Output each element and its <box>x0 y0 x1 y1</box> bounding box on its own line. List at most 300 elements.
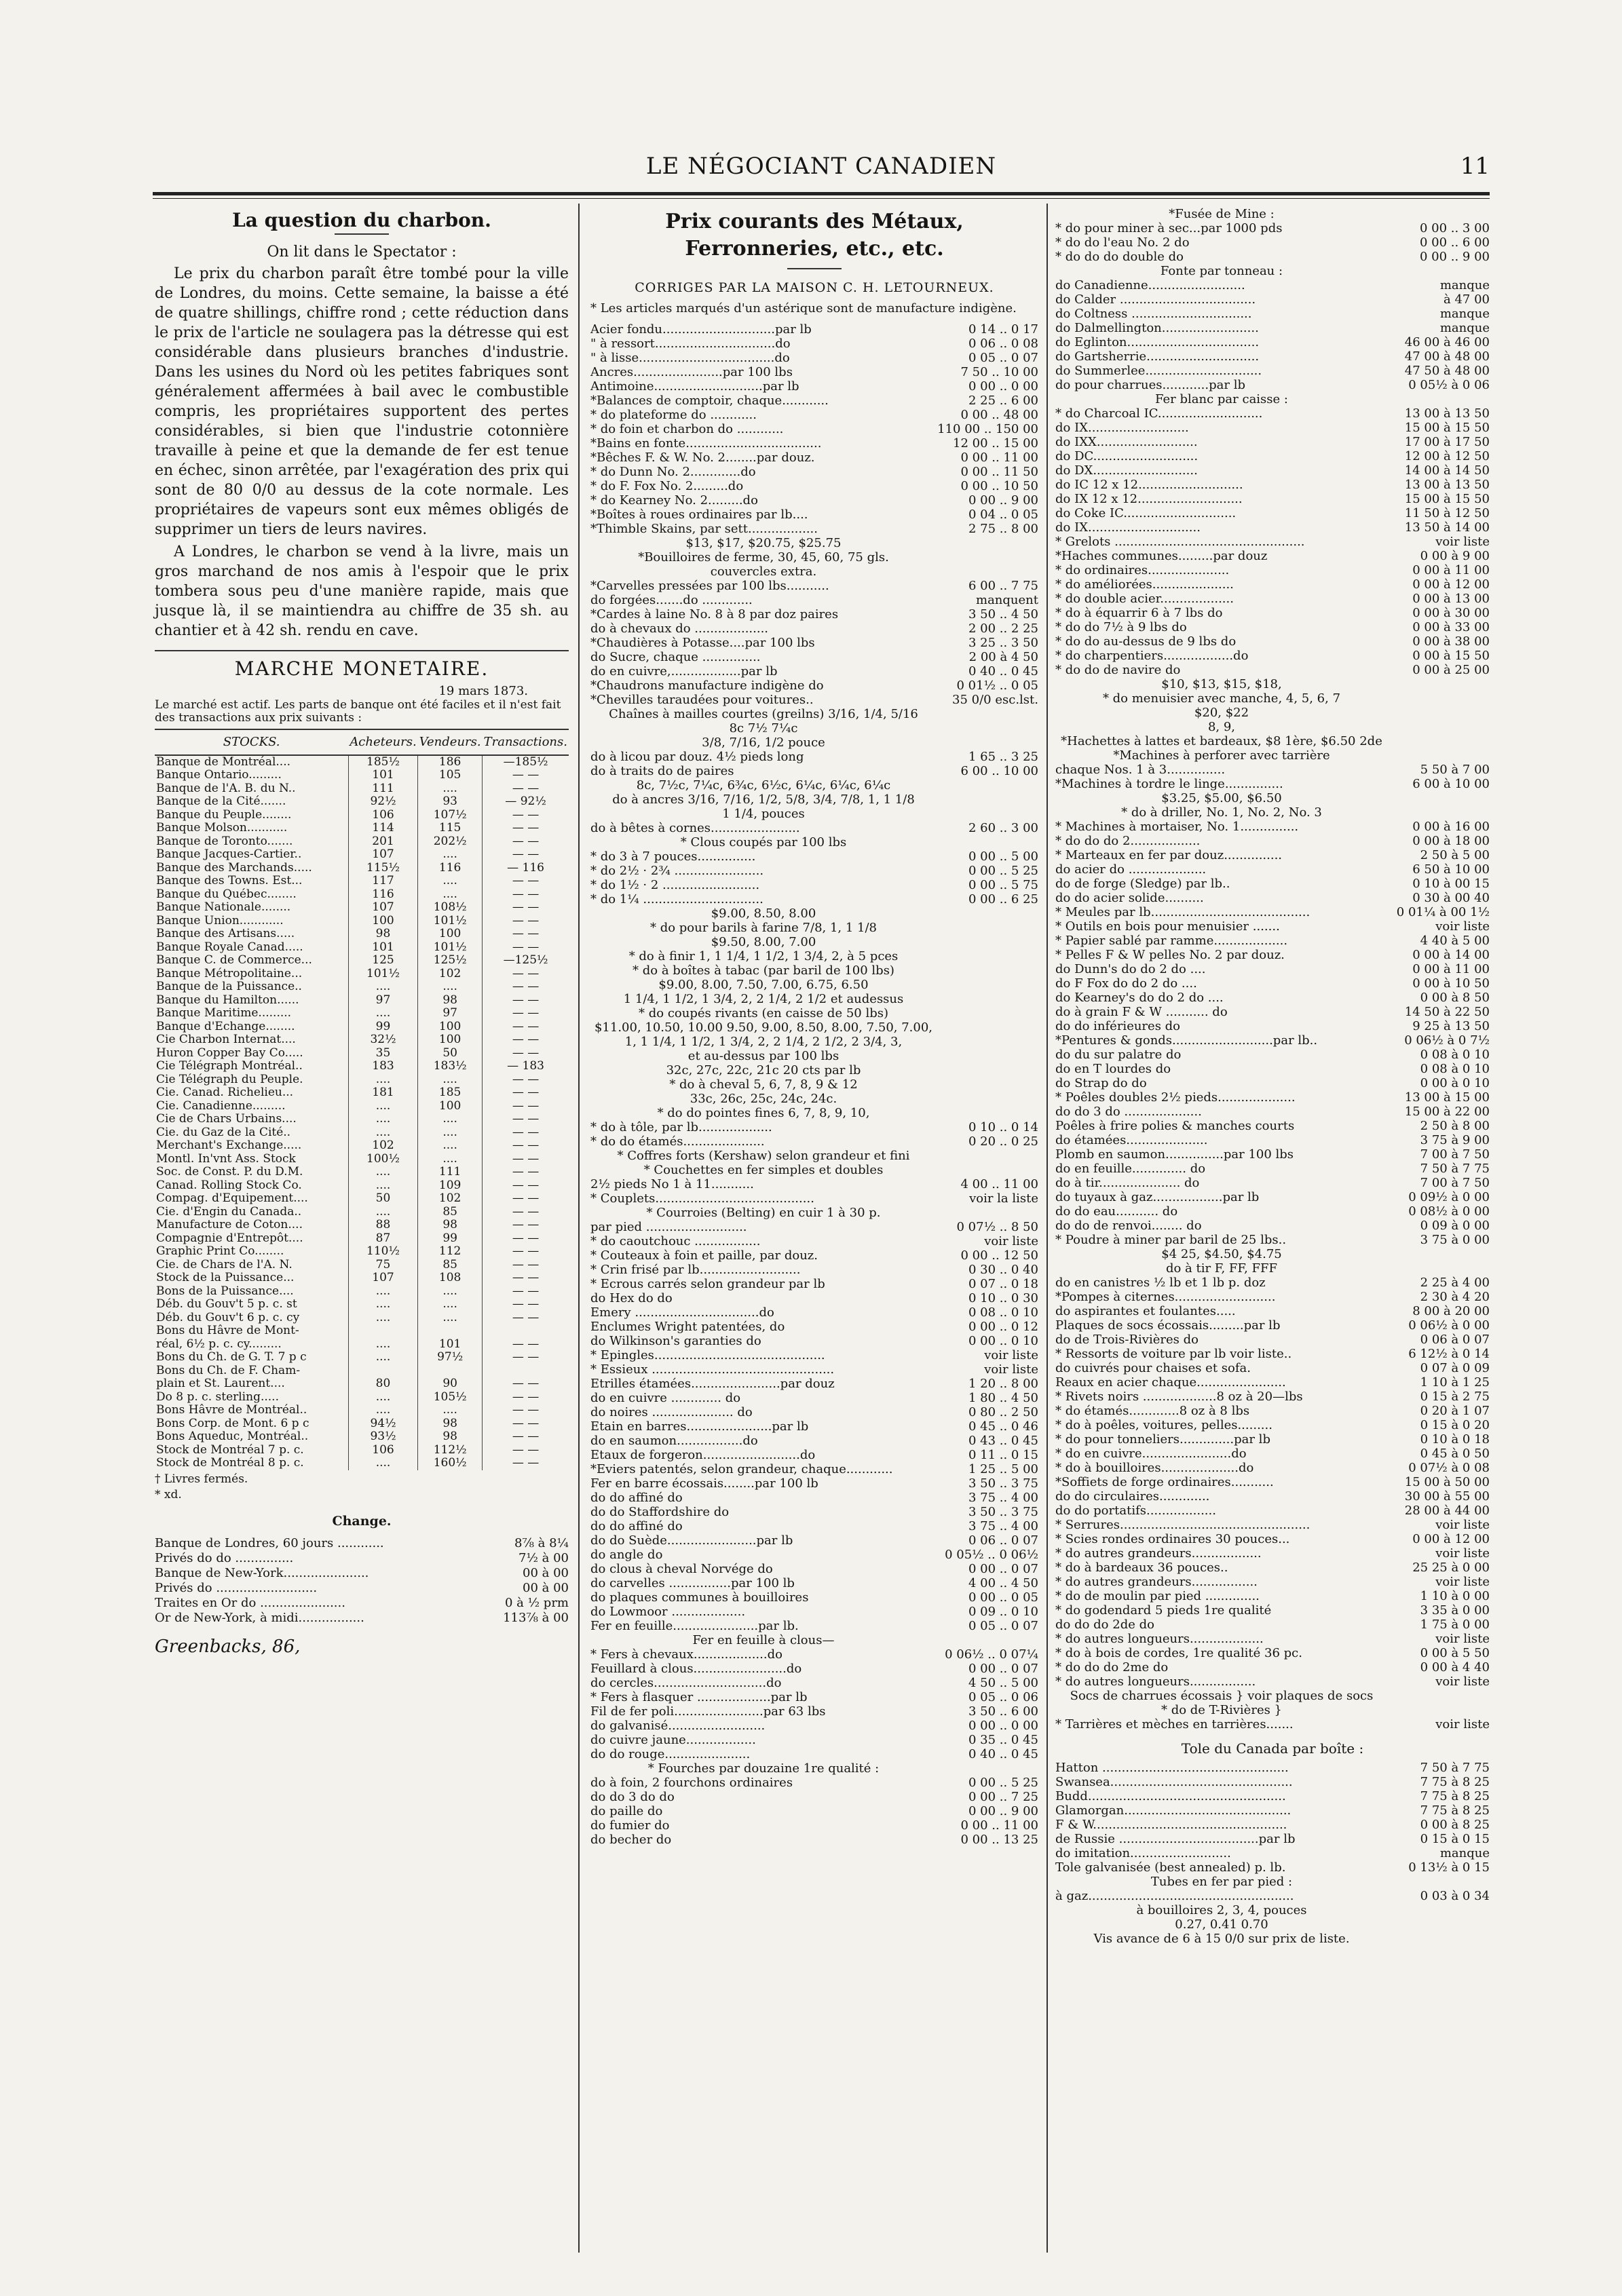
stock-name: Soc. de Const. P. du D.M. <box>156 1166 303 1179</box>
buyers-price: .... <box>348 1338 417 1352</box>
stock-name: Do 8 p. c. sterling..... <box>156 1390 279 1404</box>
price-item: do à foin, 2 fourchons ordinaires <box>590 1776 793 1790</box>
price-row <box>1055 1090 1490 1105</box>
price-item: do do acier solide.......... <box>1055 891 1204 905</box>
price-item: *Chaudrons manufacture indigène do <box>590 678 824 693</box>
price-item: do en cuivre ............. do <box>590 1391 741 1405</box>
price-value: 3 50 .. 4 50 <box>968 607 1038 621</box>
price-item: * do do 7½ à 9 lbs do <box>1055 620 1187 634</box>
price-row <box>1055 1846 1490 1860</box>
price-item: * do de moulin par pied .............. <box>1055 1589 1260 1603</box>
price-value: 0 00 .. 13 25 <box>960 1833 1038 1847</box>
price-value: 0 00 .. 0 00 <box>968 379 1038 394</box>
table-row <box>155 1100 569 1113</box>
stock-name: Banque des Towns. Est... <box>156 875 303 887</box>
price-value: 1 80 .. 4 50 <box>968 1391 1038 1405</box>
price-value: 0 00 .. 11 00 <box>960 451 1038 465</box>
table-row <box>155 1179 569 1193</box>
price-item: do do Staffordshire do <box>590 1505 730 1519</box>
table-row <box>155 1166 569 1179</box>
buyers-price: 99 <box>348 1020 417 1034</box>
price-item: do Sucre, chaque ............... <box>590 650 761 664</box>
price-value: 110 00 .. 150 00 <box>937 422 1038 436</box>
price-value <box>937 1063 1038 1077</box>
price-row <box>1055 1076 1490 1090</box>
price-item: *Bains en fonte................................... <box>590 436 822 451</box>
price-value: 0 00 .. 5 25 <box>968 864 1038 878</box>
price-value: voir liste <box>1435 1575 1490 1589</box>
stock-name: Huron Copper Bay Co..... <box>156 1046 303 1060</box>
price-item: * do do pointes fines 6, 7, 8, 9, 10, <box>657 1106 870 1120</box>
price-value: 0 00 à 14 00 <box>1412 948 1490 962</box>
buyers-price: 183 <box>348 1060 417 1073</box>
exchange-rate: 7½ à 00 <box>518 1550 569 1565</box>
transactions: — — <box>483 1404 569 1417</box>
price-item: $11.00, 10.50, 10.00 9.50, 9.00, 8.50, 8.00, 7.50, 7.00, <box>594 1020 933 1035</box>
price-value: 0 05½ à 0 06 <box>1408 378 1490 392</box>
transactions: — — <box>483 1100 569 1113</box>
price-row <box>590 1790 1038 1804</box>
price-value: 6 12½ à 0 14 <box>1408 1347 1490 1361</box>
buyers-price: .... <box>348 1179 417 1193</box>
price-row <box>1055 862 1490 877</box>
header-rule-thin <box>153 198 1490 199</box>
table-row <box>155 1259 569 1272</box>
price-value: 7 50 à 7 75 <box>1420 1761 1490 1775</box>
price-row <box>1055 962 1490 976</box>
price-value: 12 00 à 12 50 <box>1404 449 1490 463</box>
table-row <box>155 795 569 809</box>
price-row <box>590 1191 1038 1206</box>
price-value: 7 00 à 7 50 <box>1420 1147 1490 1162</box>
price-row <box>1055 264 1490 278</box>
sellers-price: 112 <box>418 1245 483 1259</box>
price-item: do fumier do <box>590 1818 670 1833</box>
price-value <box>937 949 1038 963</box>
price-value <box>937 978 1038 992</box>
sellers-price: .... <box>418 782 483 796</box>
price-row <box>1055 1546 1490 1561</box>
transactions: — — <box>483 1298 569 1312</box>
buyers-price: 87 <box>348 1232 417 1246</box>
price-item: $3.25, $5.00, $6.50 <box>1161 791 1282 805</box>
price-item: * do à poêles, voitures, pelles......... <box>1055 1418 1272 1432</box>
sellers-price: .... <box>418 848 483 862</box>
sellers-price: 98 <box>418 1417 483 1431</box>
column-right <box>1055 207 1490 1946</box>
price-value <box>1388 706 1490 720</box>
price-row <box>590 1391 1038 1405</box>
price-item: Enclumes Wright patentées, do <box>590 1320 785 1334</box>
stock-name: Cie Télégraph Montréal.. <box>156 1060 303 1073</box>
price-value: 0 08 à 0 10 <box>1420 1062 1490 1076</box>
price-value <box>1388 691 1490 706</box>
price-item: do Dalmellington......................... <box>1055 321 1259 335</box>
price-value: 2 60 .. 3 00 <box>968 821 1038 835</box>
price-item: *Chaudières à Potasse....par 100 lbs <box>590 636 815 650</box>
price-row <box>1055 1832 1490 1846</box>
stock-name: Cie Télégraph du Peuple. <box>156 1073 303 1086</box>
table-row <box>155 1007 569 1020</box>
stock-name: réal, 6½ p. c. cy......... <box>156 1337 282 1351</box>
buyers-price: .... <box>348 1391 417 1404</box>
price-row <box>590 565 1038 579</box>
price-item: do clous à cheval Norvége do <box>590 1562 773 1576</box>
article-paragraph: Le prix du charbon paraît être tombé pour la ville de Londres, du moins. Cette semaine, la baisse a été de quatre shillings, chiffre rond ; cette réduction dans le prix de l'article ne soulagera pas la détresse qui est considérable dans plusieurs branches d'industrie. Dans les usines du Nord où les petites fabriques sont généralement affermées à bail avec le combustible compris, les propriétaires supportent des pertes considérables, si bien que l'industrie cotonnière travaille à peine et que la demande de fer est tenue en échec, sinon arrêtée, par l'exagération des prix qui sont de 80 0/0 au dessus de la cote normale. Les propriétaires de vapeurs sont eux mêmes obligés de supprimer un tiers de leurs navires. <box>155 265 569 538</box>
price-item: * do à bois de cordes, 1re qualité 36 pc. <box>1055 1646 1302 1660</box>
table-row <box>155 1020 569 1034</box>
price-value <box>1388 748 1490 763</box>
price-row <box>590 1804 1038 1818</box>
price-item: do DC........................... <box>1055 449 1199 463</box>
column-header-transactions: Transactions. <box>483 729 569 755</box>
price-value: 17 00 à 17 50 <box>1404 435 1490 449</box>
price-value <box>1388 207 1490 221</box>
price-item: do do affiné do <box>590 1519 683 1533</box>
price-item: do en saumon.................do <box>590 1434 758 1448</box>
price-value <box>937 1163 1038 1177</box>
price-row <box>590 1462 1038 1476</box>
price-item: do à chevaux do ................... <box>590 621 769 636</box>
price-item: $9.00, 8.50, 8.00 <box>711 906 816 921</box>
price-row <box>590 607 1038 621</box>
exchange-rate: 8⅞ à 8¼ <box>514 1535 569 1550</box>
price-row <box>590 1348 1038 1362</box>
price-row <box>590 1605 1038 1619</box>
price-item: Fer en barre écossais........par 100 lb <box>590 1476 818 1491</box>
price-value: 4 00 .. 4 50 <box>968 1576 1038 1590</box>
price-value: 14 50 à 22 50 <box>1404 1005 1490 1019</box>
sellers-price: 100 <box>418 1020 483 1034</box>
sellers-price: 85 <box>418 1206 483 1219</box>
price-row <box>590 693 1038 707</box>
price-value: 1 75 à 0 00 <box>1420 1618 1490 1632</box>
price-item: * Poudre à miner par baril de 25 lbs.. <box>1055 1233 1287 1247</box>
price-row <box>1055 1461 1490 1475</box>
price-row <box>1055 1176 1490 1190</box>
price-row <box>1055 463 1490 478</box>
stocks-body <box>155 755 569 1470</box>
price-item: *Pompes à citernes.......................... <box>1055 1290 1276 1304</box>
price-item: Socs de charrues écossais } voir plaques de socs <box>1070 1689 1374 1703</box>
transactions: — — <box>483 1377 569 1391</box>
price-value: 0 00 à 8 25 <box>1420 1818 1490 1832</box>
price-value <box>937 935 1038 949</box>
price-item: *Carvelles pressées par 100 lbs........... <box>590 579 829 593</box>
stock-name: Banque Royale Canad..... <box>156 940 303 954</box>
price-value: 0 10 à 00 15 <box>1412 877 1490 891</box>
buyers-price: 115½ <box>348 862 417 875</box>
price-item: * do à bouilloires....................do <box>1055 1461 1254 1475</box>
price-row <box>590 1020 1038 1035</box>
price-value <box>937 921 1038 935</box>
price-value: 0 06½ .. 0 07¼ <box>945 1647 1038 1662</box>
price-value: 0 06 .. 0 07 <box>968 1533 1038 1548</box>
price-value: 0 45 à 0 50 <box>1420 1447 1490 1461</box>
price-row <box>1055 1689 1490 1703</box>
buyers-price: .... <box>348 1100 417 1113</box>
buyers-price: 35 <box>348 1047 417 1060</box>
buyers-price: 94½ <box>348 1417 417 1431</box>
price-item: do do eau........... do <box>1055 1204 1178 1219</box>
price-row <box>590 778 1038 792</box>
price-value <box>1388 1917 1490 1932</box>
buyers-price: .... <box>348 1126 417 1140</box>
price-item: 8, 9, <box>1207 720 1236 734</box>
price-value: 7 00 à 7 50 <box>1420 1176 1490 1190</box>
buyers-price: .... <box>348 1298 417 1312</box>
price-value: 2 50 à 5 00 <box>1420 848 1490 862</box>
price-row <box>590 1405 1038 1419</box>
price-value: 8 00 à 20 00 <box>1412 1304 1490 1318</box>
price-value: 3 75 à 9 00 <box>1420 1133 1490 1147</box>
table-row <box>155 1153 569 1166</box>
buyers-price: .... <box>348 1113 417 1126</box>
price-row <box>1055 449 1490 463</box>
price-value: 4 40 à 5 00 <box>1420 934 1490 948</box>
sellers-price: 102 <box>418 1192 483 1206</box>
article-paragraph: A Londres, le charbon se vend à la livre, mais un gros marchand de nos amis à l'espoir que le prix tombera sous peu d'une manière rapide, mais que jusque là, il se maintiendra au chiffre de 35 sh. au chantier et à 42 sh. rendu en cave. <box>155 543 569 639</box>
price-value: 0 00 .. 0 05 <box>968 1590 1038 1605</box>
price-row <box>590 508 1038 522</box>
price-value: manque <box>1439 307 1490 321</box>
price-value <box>1388 1932 1490 1946</box>
price-row <box>1055 1318 1490 1333</box>
price-item: $10, $13, $15, $18, <box>1161 677 1282 691</box>
price-item: Etrilles étamées.......................par douz <box>590 1377 835 1391</box>
price-item: Etaux de forgeron.........................do <box>590 1448 816 1462</box>
price-item: do DX........................... <box>1055 463 1198 478</box>
stock-name: Banque Jacques-Cartier.. <box>156 848 302 861</box>
transactions: — — <box>483 915 569 928</box>
asterisk-note: * Les articles marqués d'un astérique sont de manufacture indigène. <box>590 301 1017 315</box>
corrected-by: CORRIGES PAR LA MAISON C. H. LETOURNEUX. <box>635 280 994 295</box>
price-value: 0 11 .. 0 15 <box>968 1448 1038 1462</box>
price-item: do do 3 do .................... <box>1055 1105 1202 1119</box>
price-item: do do Suède.......................par lb <box>590 1533 793 1548</box>
market-date: 19 mars 1873. <box>438 684 528 698</box>
table-row <box>155 1192 569 1206</box>
table-row <box>155 809 569 822</box>
price-item: " à lisse...................................do <box>590 351 790 365</box>
price-value <box>1388 720 1490 734</box>
price-item: * do 3 à 7 pouces............... <box>590 849 756 864</box>
price-value: 0 00 .. 0 00 <box>968 1719 1038 1733</box>
price-item: Fer en feuille......................par lb. <box>590 1619 799 1633</box>
price-value: 0 00 à 11 00 <box>1412 962 1490 976</box>
table-row <box>155 755 569 769</box>
price-value: 0 15 à 2 75 <box>1420 1390 1490 1404</box>
price-value <box>1388 1903 1490 1917</box>
price-value: 0 00 à 10 50 <box>1412 976 1490 991</box>
price-value: 0 00 .. 5 00 <box>968 849 1038 864</box>
price-item: do en canistres ½ lb et 1 lb p. doz <box>1055 1276 1266 1290</box>
price-item: * Epingles............................................ <box>590 1348 825 1362</box>
table-row <box>155 901 569 915</box>
price-row <box>590 864 1038 878</box>
price-row <box>590 1134 1038 1149</box>
price-item: * do do do double do <box>1055 250 1184 264</box>
stock-name: Banque de la Puissance.. <box>156 980 302 993</box>
price-value <box>937 906 1038 921</box>
price-item: 33c, 26c, 25c, 24c, 24c. <box>690 1092 837 1106</box>
price-row <box>1055 663 1490 677</box>
price-value: 0 00 à 13 00 <box>1412 592 1490 606</box>
exchange-row <box>155 1611 569 1626</box>
price-item: do à grain F & W ........... do <box>1055 1005 1228 1019</box>
stock-name: Stock de la Puissance... <box>156 1271 295 1284</box>
price-value: 6 00 .. 10 00 <box>960 764 1038 778</box>
price-item: * Pelles F & W pelles No. 2 par douz. <box>1055 948 1285 962</box>
price-item: do plaques communes à bouilloires <box>590 1590 809 1605</box>
price-item: $9.50, 8.00, 7.00 <box>711 935 816 949</box>
price-item: * Courroies (Belting) en cuir 1 à 30 p. <box>646 1206 881 1220</box>
price-item: Plaques de socs écossais.........par lb <box>1055 1318 1281 1333</box>
price-row <box>590 493 1038 508</box>
price-item: do IX.......................... <box>1055 421 1189 435</box>
price-row <box>590 878 1038 892</box>
table-row <box>155 1444 569 1457</box>
price-item: do Calder ................................... <box>1055 292 1256 307</box>
buyers-price: 107 <box>348 901 417 915</box>
table-row <box>155 782 569 796</box>
price-item: * do godendard 5 pieds 1re qualité <box>1055 1603 1272 1618</box>
price-row <box>590 1704 1038 1719</box>
price-row <box>590 1590 1038 1605</box>
buyers-price: .... <box>348 1312 417 1325</box>
price-row <box>1055 492 1490 506</box>
stock-name: Cie Charbon Internat.... <box>156 1033 296 1046</box>
price-item: *Machines à tordre le linge............... <box>1055 777 1283 791</box>
stock-name: Stock de Montréal 7 p. c. <box>156 1443 304 1457</box>
price-value: 1 10 à 0 00 <box>1420 1589 1490 1603</box>
price-value: 46 00 à 46 00 <box>1404 335 1490 349</box>
price-item: * Meules par lb......................................... <box>1055 905 1310 919</box>
price-row <box>1055 563 1490 577</box>
price-item: *Chevilles taraudées pour voitures.. <box>590 693 814 707</box>
price-item: Vis avance de 6 à 15 0/0 sur prix de liste. <box>1093 1932 1350 1946</box>
price-value <box>937 992 1038 1006</box>
price-row <box>1055 1889 1490 1903</box>
transactions: — — <box>483 1271 569 1285</box>
stock-name: Déb. du Gouv't 6 p. c. cy <box>156 1311 300 1324</box>
price-row <box>1055 1333 1490 1347</box>
price-row <box>1055 1219 1490 1233</box>
price-item: *Bêches F. & W. No. 2........par douz. <box>590 451 815 465</box>
price-row <box>590 807 1038 821</box>
sellers-price: .... <box>418 1298 483 1312</box>
buyers-price: .... <box>348 980 417 994</box>
price-item: do Kearney's do do 2 do .... <box>1055 991 1224 1005</box>
price-value: 0 00 .. 0 10 <box>968 1334 1038 1348</box>
buyers-price: .... <box>348 1285 417 1299</box>
price-item: * do à driller, No. 1, No. 2, No. 3 <box>1121 805 1322 820</box>
price-row <box>590 1263 1038 1277</box>
sellers-price: 97½ <box>418 1351 483 1364</box>
price-row <box>1055 335 1490 349</box>
price-row <box>590 1761 1038 1776</box>
price-row <box>590 949 1038 963</box>
price-value: voir liste <box>984 1362 1038 1377</box>
price-value: 11 50 à 12 50 <box>1404 506 1490 520</box>
price-row <box>590 1818 1038 1833</box>
price-item: do Strap do do <box>1055 1076 1147 1090</box>
price-item: do galvanisé......................... <box>590 1719 766 1733</box>
price-row <box>1055 1162 1490 1176</box>
transactions: — — <box>483 1219 569 1232</box>
price-value: 0 03 à 0 34 <box>1420 1889 1490 1903</box>
price-item: * Marteaux en fer par douz............... <box>1055 848 1283 862</box>
market-title: MARCHE MONETAIRE. <box>234 657 489 680</box>
transactions <box>483 1324 569 1338</box>
price-row <box>590 1776 1038 1790</box>
price-value: 35 0/0 esc.lst. <box>952 693 1038 707</box>
price-value: 0 00 à 9 00 <box>1420 549 1490 563</box>
buyers-price: 185½ <box>348 755 417 769</box>
price-item: Tole galvanisée (best annealed) p. lb. <box>1055 1860 1286 1875</box>
table-row <box>155 1232 569 1246</box>
table-row <box>155 1338 569 1352</box>
price-value <box>1388 1689 1490 1703</box>
stock-name: Canad. Rolling Stock Co. <box>156 1179 302 1192</box>
price-row <box>1055 364 1490 378</box>
price-row <box>1055 1261 1490 1276</box>
price-item: do IX............................. <box>1055 520 1201 535</box>
price-value: 4 00 .. 11 00 <box>960 1177 1038 1191</box>
buyers-price: 201 <box>348 835 417 849</box>
buyers-price: .... <box>348 1206 417 1219</box>
price-row <box>590 992 1038 1006</box>
price-row <box>590 1633 1038 1647</box>
price-row <box>1055 1675 1490 1689</box>
sellers-price: .... <box>418 1153 483 1166</box>
price-item: * do 1¼ ............................... <box>590 892 763 906</box>
stock-name: Banque des Marchands..... <box>156 861 312 875</box>
price-item: do Hex do do <box>590 1291 673 1305</box>
price-item: * do Kearney No. 2.........do <box>590 493 758 508</box>
price-value: 0 00 à 12 00 <box>1412 577 1490 592</box>
price-row <box>1055 1119 1490 1133</box>
price-row <box>590 522 1038 536</box>
price-value: 0 01½ .. 0 05 <box>956 678 1038 693</box>
price-item: * do améliorées..................... <box>1055 577 1234 592</box>
price-value: 15 00 à 15 50 <box>1404 492 1490 506</box>
transactions: — — <box>483 1457 569 1470</box>
price-row <box>1055 577 1490 592</box>
table-row <box>155 1377 569 1391</box>
price-row <box>1055 378 1490 392</box>
price-row <box>1055 1133 1490 1147</box>
stock-name: Bons du Ch. de G. T. 7 p c <box>156 1351 307 1364</box>
price-row <box>590 1576 1038 1590</box>
price-value: 1 25 .. 5 00 <box>968 1462 1038 1476</box>
buyers-price: .... <box>348 1007 417 1020</box>
buyers-price: 80 <box>348 1377 417 1391</box>
price-item: $20, $22 <box>1194 706 1249 720</box>
price-row <box>1055 848 1490 862</box>
transactions: — — <box>483 782 569 796</box>
price-row <box>590 593 1038 607</box>
price-item: do do portatifs.................. <box>1055 1504 1216 1518</box>
price-row <box>1055 1575 1490 1589</box>
transactions: — — <box>483 1086 569 1100</box>
transactions: — — <box>483 1259 569 1272</box>
buyers-price: 111 <box>348 782 417 796</box>
price-item: * do à tôle, par lb................... <box>590 1120 772 1134</box>
price-value: 13 00 à 15 00 <box>1404 1090 1490 1105</box>
price-value: 9 25 à 13 50 <box>1412 1019 1490 1033</box>
price-row <box>1055 1903 1490 1917</box>
